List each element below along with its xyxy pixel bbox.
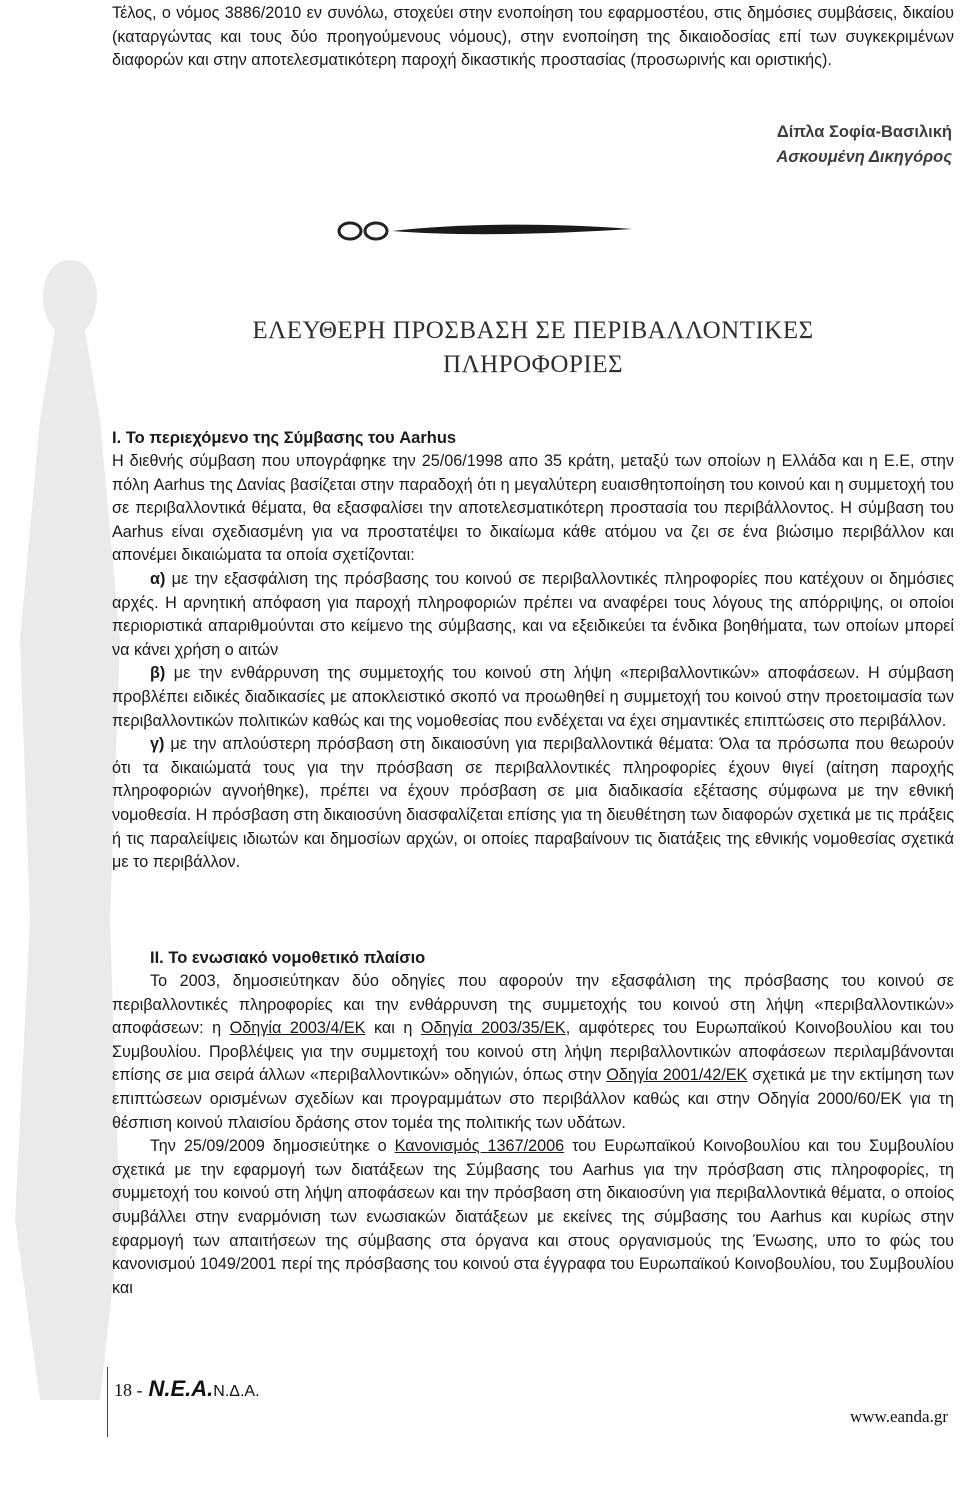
author-role: Ασκουμένη Δικηγόρος: [776, 148, 952, 166]
section-1: [112, 426, 954, 875]
section-1-paragraph: Η διεθνής σύμβαση που υπογράφηκε την 25/06/1998 απο 35 κράτη, μεταξύ των οποίων η Ελλάδα και η Ε.Ε, στην πόλη Aarhus της Δανίας βασίζεται στην παραδοχή ότι η μεγαλύτερη ευαισθητοποίηση του κοινού και η συμμετοχή του σε περιβαλλοντικά θέματα, θα εξασφαλίσει την αποτελεσματικότερη προστασία του περιβάλλοντος. Η σύμβαση του Aarhus είναι σχεδιασμένη για να προστατέψει το δικαίωμα κάθε ατόμου να ζει σε ένα βιώσιμο περιβάλλον και απονέμει δικαιώματα τα οποία σχετίζονται:: [112, 452, 954, 565]
directive-2001-42-link[interactable]: Οδηγία 2001/42/ΕΚ: [606, 1066, 748, 1085]
article-title: [112, 314, 954, 382]
directive-2003-4-link[interactable]: Οδηγία 2003/4/ΕΚ: [229, 1019, 366, 1038]
footer-divider: [107, 1367, 108, 1437]
section-2-paragraph-1: [112, 970, 954, 1135]
item-b: [112, 662, 954, 733]
section-2-heading: II. Το ενωσιακό νομοθετικό πλαίσιο: [150, 949, 426, 967]
item-b-text: με την ενθάρρυνση της συμμετοχής του κοινού στη λήψη «περιβαλλοντικών» αποφάσεων. Η σύμβαση προβλέπει ειδικές διαδικασίες με αποκλειστικό σκοπό να προωθηθεί η συμμετοχή του κοινού στην προετοιμασία των περιβαλλοντικών πολιτικών καθώς και της νομοθεσίας που ενδέχεται να έχει σημαντικές επιπτώσεις στο περιβάλλον.: [112, 664, 954, 730]
article-title-line-1: ΕΛΕΥΘΕΡΗ ΠΡΟΣΒΑΣΗ ΣΕ ΠΕΡΙΒΑΛΛΟΝΤΙΚΕΣ: [252, 317, 814, 344]
section-2-paragraph-2: [112, 1135, 954, 1300]
journal-logo: N.E.A.: [148, 1376, 214, 1401]
section-2: [112, 946, 954, 1300]
article-title-line-2: ΠΛΗΡΟΦΟΡΙΕΣ: [442, 351, 624, 378]
item-c-label: γ): [150, 735, 165, 754]
section-2-text: και η: [365, 1019, 421, 1038]
directive-2003-35-link[interactable]: Οδηγία 2003/35/ΕΚ: [420, 1019, 566, 1038]
intro-paragraph: Τέλος, ο νόμος 3886/2010 εν συνόλω, στοχεύει στην ενοποίηση του εφαρμοστέου, στις δημόσιες συμβάσεις, δικαίου (καταργώντας και τους δύο προηγούμενους νόμους), στην ενοποίηση της δικαιοδοσίας επί των συγκεκριμένων διαφορών και στην αποτελεσματικότερη παροχή δικαστικής προστασίας (προσωρινής και οριστικής).: [112, 4, 954, 70]
section-2-text: Την 25/09/2009 δημοσιεύτηκε ο: [150, 1137, 395, 1156]
author-signature: [776, 120, 952, 170]
section-1-heading: I. Το περιεχόμενο της Σύμβασης του Aarhus: [112, 429, 457, 447]
item-a-text: με την εξασφάλιση της πρόσβασης του κοινού σε περιβαλλοντικές πληροφορίες που κατέχουν οι δημόσιες αρχές. Η αρνητική απόφαση για παροχή πληροφοριών πρέπει να αναφέρει τους λόγους της απόρριψης, οι οποίοι περιοριστικά απαριθμούνται στο κείμενο της σύμβασης, και να εξειδικεύει τα ένδικα βοηθήματα, των οποίων μπορεί να κάνει χρήση ο αιτών: [112, 569, 954, 659]
page-number: 18 -: [114, 1380, 143, 1400]
item-b-label: β): [150, 664, 166, 683]
website-url[interactable]: www.eanda.gr: [849, 1407, 948, 1426]
journal-logo-suffix: Ν.Δ.Α.: [213, 1383, 260, 1400]
item-c-text: με την απλούστερη πρόσβαση στη δικαιοσύνη για περιβαλλοντικά θέματα: Όλα τα πρόσωπα που θεωρούν ότι τα δικαιώματά τους για την πρόσβαση σε περιβαλλοντικές πληροφορίες έχουν θιγεί (αίτηση παροχής πληροφοριών αγνοήθηκε), πρέπει να έχουν πρόσβαση σε μια διαδικασία εξέτασης σύμφωνα με την εθνική νομοθεσία. Η πρόσβαση στη δικαιοσύνη διασφαλίζεται επίσης για τη διευθέτηση των διαφορών σχετικά με τις πράξεις ή τις παραλείψεις ιδιωτών και δημοσίων αρχών, οι οποίες παραβαίνουν τις διατάξεις της εθνικής νομοθεσίας σχετικά με το περιβάλλον.: [112, 735, 954, 872]
intro-paragraph-block: [112, 2, 954, 73]
item-a: [112, 568, 954, 662]
section-2-text: , αμφότερες του Ευρωπαϊκού Κοινοβουλίου και του Συμβουλίου. Προβλέψεις για την συμμετοχή του κοινού στη λήψη περιβαλλοντικών αποφάσεων περιλαμβάνονται επίσης σε μια σειρά άλλων «περιβαλλοντικών» οδηγιών, όπως στην: [112, 1019, 954, 1085]
section-2-text: σχετικά με την εκτίμηση των επιπτώσεων ορισμένων σχεδίων και προγραμμάτων στο περιβάλλον καθώς και στην Οδηγία 2000/60/ΕΚ για τη θέσπιση κοινού πλαισίου δράσης στον τομέα της πολιτικής των υδάτων.: [112, 1066, 954, 1132]
author-name: Δίπλα Σοφία-Βασιλική: [776, 123, 952, 141]
divider-ornament: [336, 218, 636, 244]
regulation-1367-2006-link[interactable]: Κανονισμός 1367/2006: [394, 1137, 565, 1156]
item-a-label: α): [150, 569, 166, 588]
section-2-text: Το 2003, δημοσιεύτηκαν δύο οδηγίες που αφορούν την εξασφάλιση της πρόσβασης του κοινού σε περιβαλλοντικές πληροφορίες και την ενθάρρυνση της συμμετοχής του κοινού στη λήψη «περιβαλλοντικών» αποφάσεων: η: [112, 972, 954, 1038]
item-c: [112, 733, 954, 875]
page-footer: [114, 1376, 260, 1402]
section-2-text: του Ευρωπαϊκού Κοινοβουλίου και του Συμβουλίου σχετικά με την εφαρμογή των διατάξεων της Σύμβασης του Aarhus για την πρόσβαση στις πληροφορίες, τη συμμετοχή του κοινού στη λήψη αποφάσεων και την πρόσβαση στη δικαιοσύνη για περιβαλλοντικά θέματα, ο οποίος συμβάλλει στην εναρμόνιση των ενωσιακών διατάξεων με εκείνες της σύμβασης του Aarhus και κυρίως στην εφαρμογή των απαιτήσεων της σύμβασης στα όργανα και στους οργανισμούς της Ένωσης, υπο το φώς του κανονισμού 1049/2001 περί της πρόσβασης του κοινού στα έγγραφα του Ευρωπαϊκού Κοινοβουλίου, του Συμβουλίου και: [112, 1137, 954, 1297]
